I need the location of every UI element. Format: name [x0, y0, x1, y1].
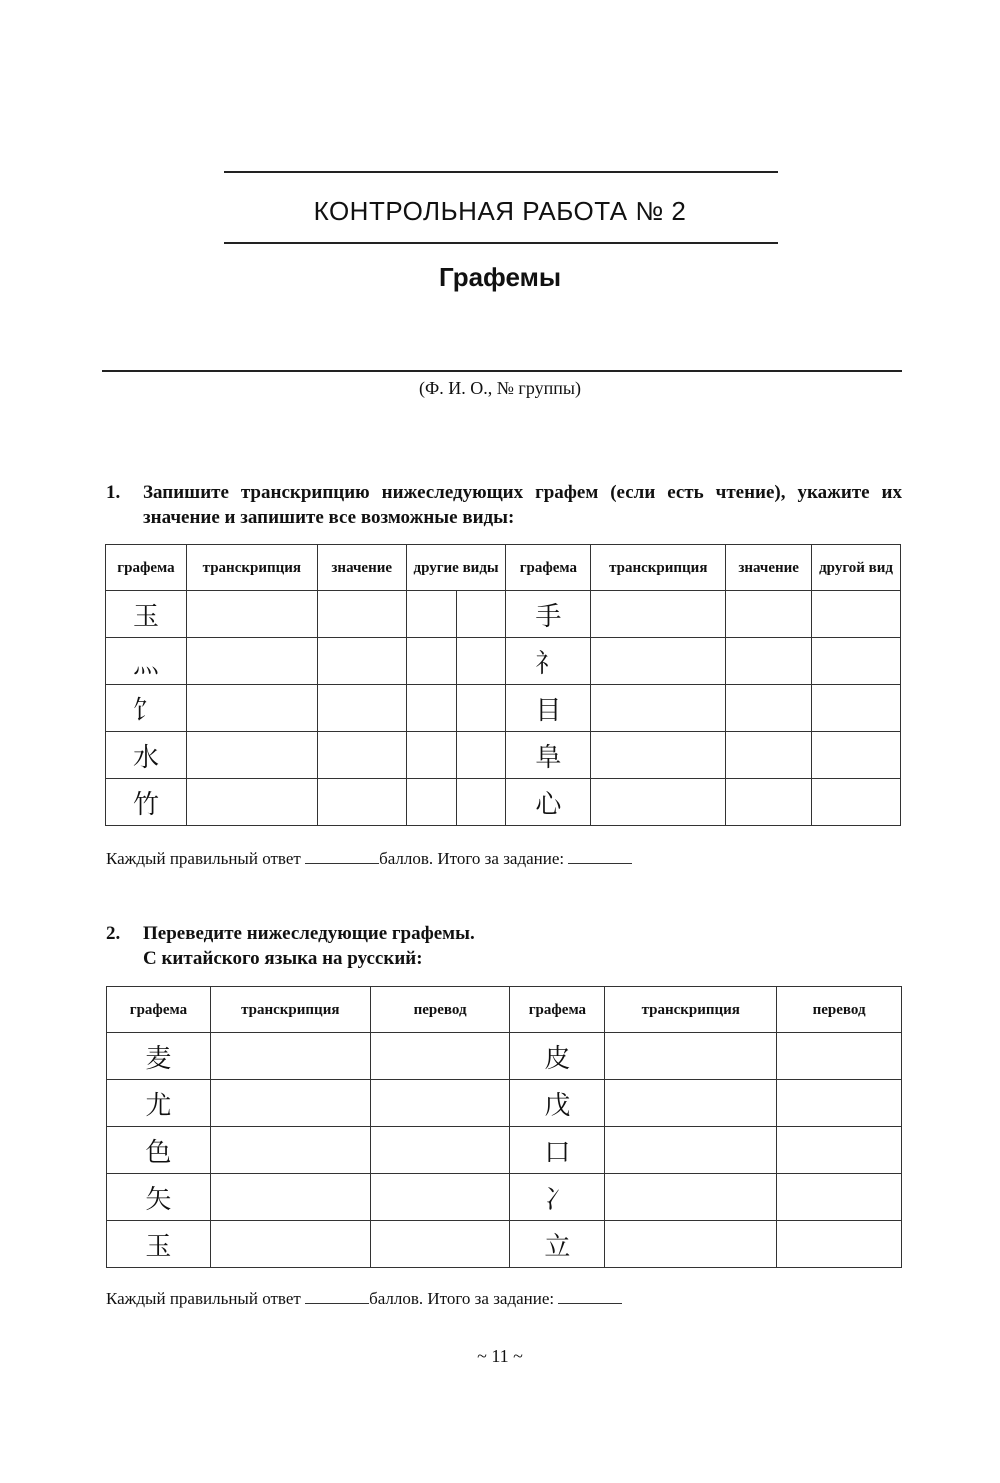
answer-cell[interactable] — [605, 1127, 777, 1174]
title-rule-top — [224, 171, 778, 173]
answer-cell[interactable] — [210, 1174, 370, 1221]
task2-col-grapheme: графема — [107, 987, 211, 1033]
answer-cell[interactable] — [777, 1221, 902, 1268]
task1-col-transcription2: транскрипция — [591, 545, 726, 591]
grapheme-cell: 立 — [510, 1221, 605, 1268]
grapheme-cell: 玉 — [106, 591, 187, 638]
task2-col-translation: перевод — [370, 987, 510, 1033]
grapheme-cell: 阜 — [506, 732, 591, 779]
table-row — [107, 1221, 902, 1268]
score-mid: баллов. Итого за задание: — [379, 849, 565, 868]
task2-line1: Переведите нижеследующие графемы. — [143, 923, 475, 944]
answer-cell[interactable] — [777, 1033, 902, 1080]
answer-cell[interactable] — [605, 1033, 777, 1080]
score-blank[interactable] — [305, 1289, 369, 1304]
page-number: ~ 11 ~ — [477, 1346, 523, 1366]
answer-cell[interactable] — [726, 685, 812, 732]
answer-cell[interactable] — [456, 779, 506, 826]
answer-cell[interactable] — [591, 779, 726, 826]
grapheme-cell: 麦 — [107, 1033, 211, 1080]
answer-cell[interactable] — [210, 1127, 370, 1174]
table-row — [106, 779, 901, 826]
answer-cell[interactable] — [370, 1127, 510, 1174]
answer-cell[interactable] — [186, 685, 317, 732]
score-prefix: Каждый правильный ответ — [106, 1289, 301, 1308]
grapheme-cell: 玉 — [107, 1221, 211, 1268]
task1-instruction — [106, 480, 902, 530]
task2-score-line — [106, 1289, 622, 1309]
answer-cell[interactable] — [726, 779, 812, 826]
grapheme-cell: 尤 — [107, 1080, 211, 1127]
task1-col-grapheme2: графема — [506, 545, 591, 591]
table-row — [107, 1033, 902, 1080]
answer-cell[interactable] — [726, 591, 812, 638]
page-title: КОНТРОЛЬНАЯ РАБОТА № 2 — [313, 196, 687, 226]
score-blank[interactable] — [305, 849, 379, 864]
answer-cell[interactable] — [812, 732, 901, 779]
answer-cell[interactable] — [406, 732, 456, 779]
answer-cell[interactable] — [591, 732, 726, 779]
answer-cell[interactable] — [406, 591, 456, 638]
task1-col-other-form2: другой вид — [812, 545, 901, 591]
grapheme-cell: 口 — [510, 1127, 605, 1174]
answer-cell[interactable] — [406, 638, 456, 685]
answer-cell[interactable] — [777, 1174, 902, 1221]
answer-cell[interactable] — [456, 638, 506, 685]
table-row — [106, 685, 901, 732]
task1-header-row — [106, 545, 901, 591]
answer-cell[interactable] — [406, 779, 456, 826]
table-row — [106, 591, 901, 638]
answer-cell[interactable] — [317, 779, 406, 826]
score-prefix: Каждый правильный ответ — [106, 849, 301, 868]
name-line — [102, 370, 902, 372]
grapheme-cell: 冫 — [510, 1174, 605, 1221]
answer-cell[interactable] — [210, 1221, 370, 1268]
task2-header-row — [107, 987, 902, 1033]
answer-cell[interactable] — [370, 1080, 510, 1127]
task1-col-meaning: значение — [317, 545, 406, 591]
answer-cell[interactable] — [317, 591, 406, 638]
grapheme-cell: 灬 — [106, 638, 187, 685]
answer-cell[interactable] — [605, 1080, 777, 1127]
answer-cell[interactable] — [777, 1080, 902, 1127]
answer-cell[interactable] — [777, 1127, 902, 1174]
task2-instruction — [106, 921, 902, 971]
grapheme-cell: 竹 — [106, 779, 187, 826]
answer-cell[interactable] — [370, 1174, 510, 1221]
task2-col-grapheme2: графема — [510, 987, 605, 1033]
score-mid: баллов. Итого за задание: — [369, 1289, 555, 1308]
task1-table — [105, 544, 901, 826]
task1-col-grapheme: графема — [106, 545, 187, 591]
total-blank[interactable] — [568, 849, 632, 864]
answer-cell[interactable] — [812, 591, 901, 638]
answer-cell[interactable] — [726, 638, 812, 685]
task2-col-transcription: транскрипция — [210, 987, 370, 1033]
name-caption: (Ф. И. О., № группы) — [419, 378, 581, 398]
grapheme-cell: 水 — [106, 732, 187, 779]
task1-number: 1. — [106, 482, 121, 503]
grapheme-cell: 心 — [506, 779, 591, 826]
task1-score-line — [106, 849, 632, 869]
task2-col-transcription2: транскрипция — [605, 987, 777, 1033]
grapheme-cell: 皮 — [510, 1033, 605, 1080]
page-subtitle: Графемы — [438, 262, 562, 292]
answer-cell[interactable] — [186, 732, 317, 779]
answer-cell[interactable] — [210, 1080, 370, 1127]
answer-cell[interactable] — [456, 591, 506, 638]
answer-cell[interactable] — [186, 779, 317, 826]
answer-cell[interactable] — [186, 591, 317, 638]
task2-line2: С китайского языка на русский: — [143, 948, 423, 969]
table-row — [107, 1174, 902, 1221]
answer-cell[interactable] — [812, 779, 901, 826]
answer-cell[interactable] — [317, 732, 406, 779]
task2-number: 2. — [106, 923, 121, 944]
table-row — [107, 1080, 902, 1127]
grapheme-cell: 目 — [506, 685, 591, 732]
grapheme-cell: 礻 — [506, 638, 591, 685]
task1-text: Запишите транскрипцию нижеследующих графем (если есть чтение), укажите их значение и запишите все возможные виды: — [143, 482, 902, 528]
table-row — [106, 638, 901, 685]
task1-col-meaning2: значение — [726, 545, 812, 591]
grapheme-cell: 戊 — [510, 1080, 605, 1127]
answer-cell[interactable] — [591, 685, 726, 732]
grapheme-cell: 饣 — [106, 685, 187, 732]
task1-col-transcription: транскрипция — [186, 545, 317, 591]
answer-cell[interactable] — [370, 1033, 510, 1080]
answer-cell[interactable] — [186, 638, 317, 685]
task1-col-other-forms: другие виды — [406, 545, 506, 591]
answer-cell[interactable] — [591, 638, 726, 685]
title-rule-bottom — [224, 242, 778, 244]
answer-cell[interactable] — [456, 685, 506, 732]
total-blank[interactable] — [558, 1289, 622, 1304]
answer-cell[interactable] — [406, 685, 456, 732]
grapheme-cell: 手 — [506, 591, 591, 638]
table-row — [107, 1127, 902, 1174]
grapheme-cell: 色 — [107, 1127, 211, 1174]
answer-cell[interactable] — [210, 1033, 370, 1080]
answer-cell[interactable] — [605, 1174, 777, 1221]
table-row — [106, 732, 901, 779]
task2-col-translation2: перевод — [777, 987, 902, 1033]
answer-cell[interactable] — [370, 1221, 510, 1268]
answer-cell[interactable] — [812, 638, 901, 685]
answer-cell[interactable] — [812, 685, 901, 732]
answer-cell[interactable] — [605, 1221, 777, 1268]
grapheme-cell: 矢 — [107, 1174, 211, 1221]
answer-cell[interactable] — [591, 591, 726, 638]
task2-table — [106, 986, 902, 1268]
answer-cell[interactable] — [456, 732, 506, 779]
answer-cell[interactable] — [317, 685, 406, 732]
answer-cell[interactable] — [317, 638, 406, 685]
answer-cell[interactable] — [726, 732, 812, 779]
